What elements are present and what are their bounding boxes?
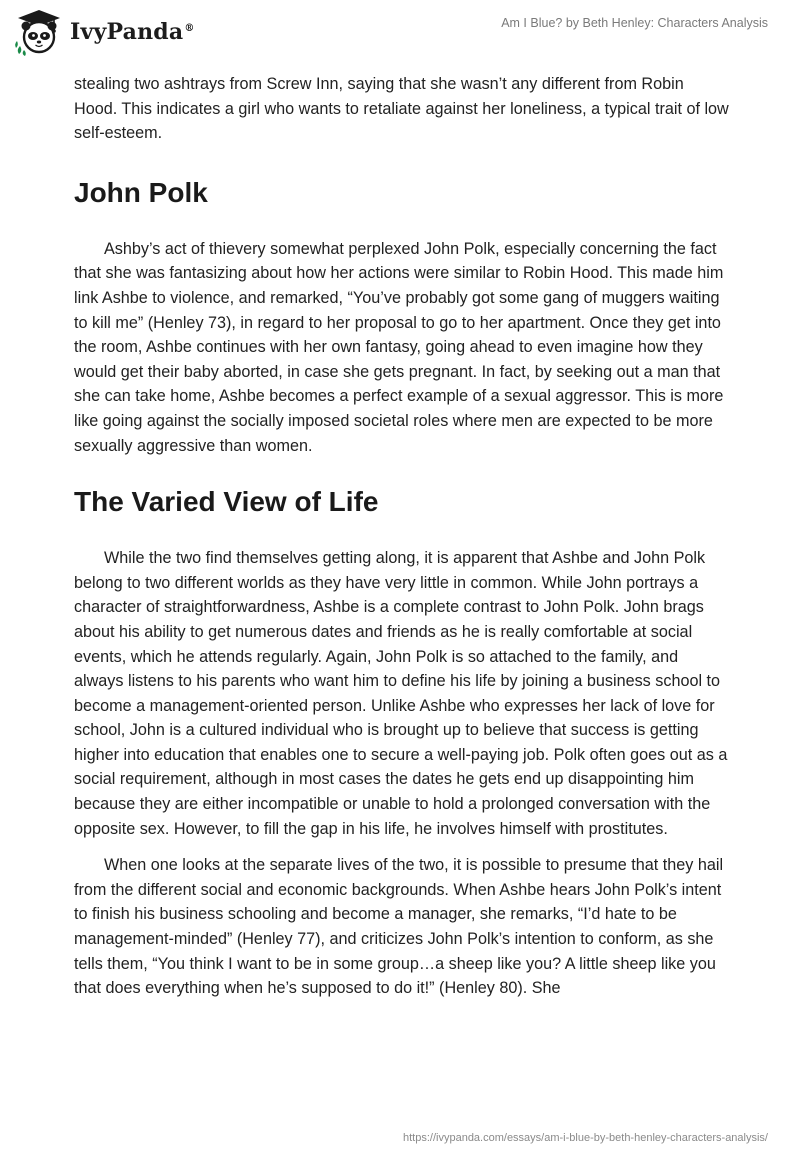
source-url[interactable]: https://ivypanda.com/essays/am-i-blue-by-beth-henley-characters-analysis/ — [403, 1132, 768, 1144]
paragraph-varied-view-2: When one looks at the separate lives of the two, it is possible to presume that they hail from the different social and economic backgrounds. When Ashbe hears John Polk’s intent to finish his business schooling and become a manager, she remarks, “I’d hate to be management-minded” (Henley 77), and criticizes John Polk’s intention to conform, as she tells them, “You think I want to be in some group…a sheep like you? A little sheep like you that does everything when he’s supposed to do it!” (Henley 80). She — [74, 856, 724, 998]
intro-paragraph: stealing two ashtrays from Screw Inn, saying that she wasn’t any different from Robin Hood. This indicates a girl who wants to retaliate against her loneliness, a typical trait of low self-esteem. — [74, 75, 729, 143]
registered-mark: ® — [184, 22, 195, 34]
brand-name: IvyPanda® — [70, 19, 195, 45]
paragraph-varied-view-1: While the two find themselves getting along, it is apparent that Ashbe and John Polk belong to two different worlds as they have very little in common. While John portrays a character of straightforwardness, Ashbe is a complete contrast to John Polk. John brags about his ability to get numerous dates and friends as he is really comfortable at social events, which he attends regularly. Again, John Polk is so attached to the family, and always listens to his parents who want him to define his life by joining a business school to become a management-oriented person. Unlike Ashbe who expresses her lack of love for school, John is a cultured individual who is brought up to believe that success is getting higher into education that enables one to secure a well-paying job. Polk often goes out as a social requirement, although in most cases the dates he gets end up disappointing him because they are either incompatible or unable to hold a prolonged conversation with the opposite sex. However, to fill the gap in his life, he involves himself with prostitutes. — [74, 549, 728, 838]
section-heading-john-polk: John Polk — [74, 176, 208, 208]
ivypanda-logo[interactable] — [14, 8, 195, 56]
section-heading-varied-view: The Varied View of Life — [74, 486, 379, 518]
document-title: Am I Blue? by Beth Henley: Characters Analysis — [501, 16, 768, 30]
page-header — [0, 0, 800, 70]
paragraph-john-polk: Ashby’s act of thievery somewhat perplexed John Polk, especially concerning the fact that she was fantasizing about how her actions were similar to Robin Hood. This made him link Ashbe to violence, and remarked, “You’ve probably got some gang of muggers waiting to kill me” (Henley 73), in regard to her proposal to go to her apartment. Once they get into the room, Ashbe continues with her own fantasy, going ahead to even imagine how they would get their baby aborted, in case she gets pregnant. In fact, by seeking out a man that she can take home, Ashbe becomes a perfect example of a sexual aggressor. This is more like going against the socially imposed societal roles where men are expected to be more sexually aggressive than women. — [74, 239, 724, 455]
article-content — [74, 72, 730, 1001]
panda-graduate-icon — [14, 8, 64, 56]
